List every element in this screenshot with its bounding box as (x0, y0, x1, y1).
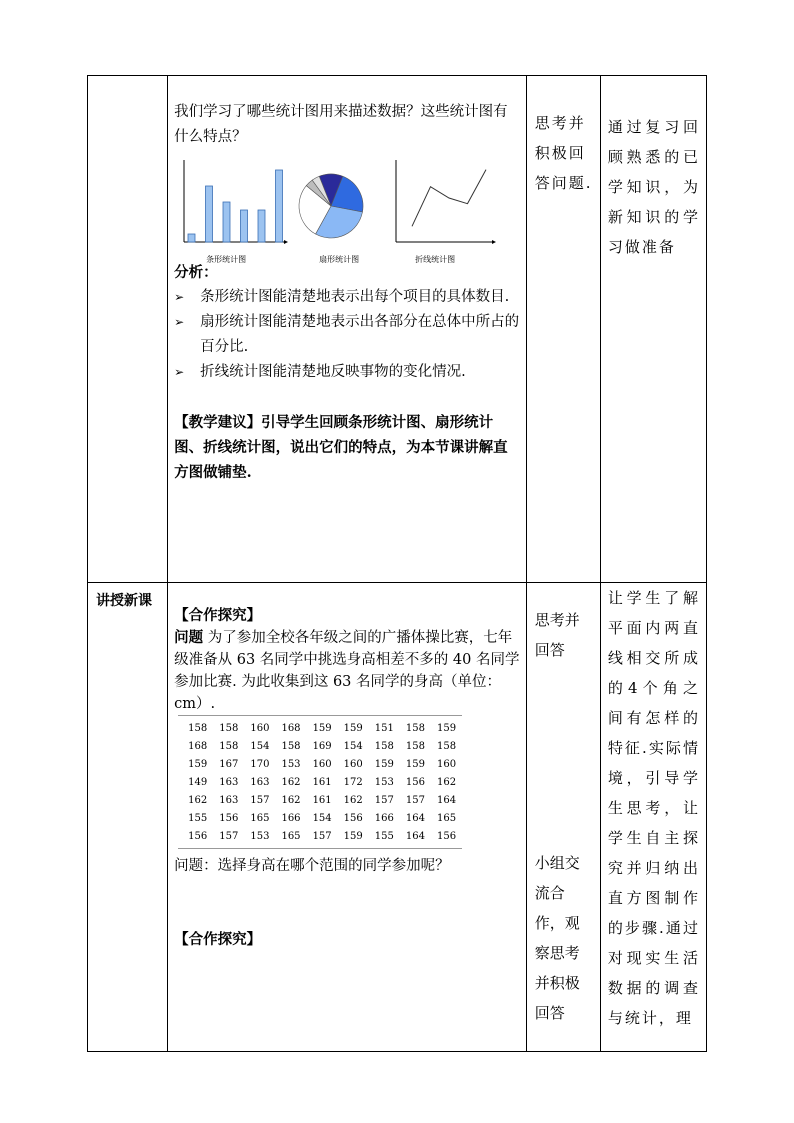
new-lesson-content-cell (168, 582, 527, 1051)
height-value: 160 (250, 722, 270, 734)
charts-svg (174, 156, 520, 258)
bar-mark (223, 202, 230, 242)
height-value: 158 (219, 740, 239, 752)
height-value: 159 (188, 758, 208, 770)
height-value: 159 (312, 722, 332, 734)
table-row (182, 828, 462, 846)
arrow-bullet-icon: ➢ (174, 290, 185, 304)
bullet-text: 扇形统计图能清楚地表示出各部分在总体中所占的百分比. (200, 314, 520, 355)
section-cell-empty (88, 76, 168, 583)
height-value: 160 (312, 758, 332, 770)
height-value: 159 (374, 758, 394, 770)
height-value: 157 (219, 830, 239, 842)
chart-examples (174, 156, 520, 264)
pie-chart-caption: 扇形统计图 (319, 255, 360, 264)
table-row (182, 810, 462, 828)
height-value: 158 (405, 740, 425, 752)
height-value: 163 (219, 776, 239, 788)
height-data-table (182, 720, 462, 846)
height-value: 158 (374, 740, 394, 752)
height-value: 153 (374, 776, 394, 788)
height-value: 163 (250, 776, 270, 788)
height-value: 154 (312, 812, 332, 824)
height-value: 157 (405, 794, 425, 806)
height-value: 166 (281, 812, 301, 824)
height-value: 156 (437, 830, 457, 842)
height-value: 156 (219, 812, 239, 824)
bar-x-arrow (284, 240, 288, 244)
bar-chart-caption: 条形统计图 (206, 255, 247, 264)
table-row (182, 720, 462, 738)
height-value: 167 (219, 758, 239, 770)
height-value: 157 (250, 794, 270, 806)
table-row (182, 792, 462, 810)
problem-label: 问题 (174, 628, 204, 646)
height-value: 158 (219, 722, 239, 734)
height-value: 159 (405, 758, 425, 770)
height-value: 157 (312, 830, 332, 842)
height-value: 165 (250, 812, 270, 824)
arrow-bullet-icon: ➢ (174, 315, 185, 329)
height-value: 154 (250, 740, 270, 752)
height-value: 164 (437, 794, 457, 806)
height-value: 149 (188, 776, 208, 788)
review-content-cell (168, 76, 527, 583)
bullet-text: 条形统计图能清楚地表示出每个项目的具体数目. (200, 289, 510, 305)
design-intent-cell-2 (600, 582, 706, 1051)
student-activity-text-2: 小组交流合作，观察思考并积极回答 (534, 853, 580, 1022)
bullet-text: 折线统计图能清楚地反映事物的变化情况. (200, 364, 466, 380)
review-question: 我们学习了哪些统计图用来描述数据？这些统计图有什么特点？ (174, 104, 508, 145)
bar-mark (188, 234, 195, 242)
bullet-item (174, 310, 520, 360)
height-table-wrap (178, 715, 462, 849)
height-value: 159 (343, 722, 363, 734)
question-2: 问题：选择身高在哪个范围的同学参加呢？ (174, 857, 450, 874)
bar-mark (241, 210, 248, 242)
height-value: 156 (405, 776, 425, 788)
height-value: 168 (281, 722, 301, 734)
table-row (182, 738, 462, 756)
cooperative-heading-2: 【合作探究】 (174, 930, 262, 948)
table-row (182, 756, 462, 774)
problem-paragraph (174, 627, 520, 715)
student-activity-text-1: 思考并回答 (534, 610, 580, 659)
problem-text: 为了参加全校各年级之间的广播体操比赛，七年级准备从 63 名同学中挑选身高相差不多的 40 名同学参加比赛. 为此收集到这 63 名同学的身高（单位：cm）. (174, 629, 520, 712)
student-activity-text: 思考并积极回答问题. (534, 114, 593, 192)
height-value: 172 (343, 776, 363, 788)
height-value: 156 (188, 830, 208, 842)
arrow-bullet-icon: ➢ (174, 365, 185, 379)
height-value: 164 (405, 812, 425, 824)
height-value: 161 (312, 776, 332, 788)
line-chart-caption: 折线统计图 (415, 255, 456, 264)
teaching-suggestion: 【教学建议】引导学生回顾条形统计图、扇形统计图、折线统计图，说出它们的特点，为本节课讲解直方图做铺垫. (174, 414, 508, 481)
height-value: 170 (250, 758, 270, 770)
cooperative-heading-1: 【合作探究】 (174, 606, 262, 624)
height-value: 155 (374, 830, 394, 842)
design-intent-text-2: 让学生了解平面内两直线相交所成的4个角之间有怎样的特征.实际情境，引导学生思考，让学生自主探究并归纳出直方图制作的步骤.通过对现实生活数据的调查与统计，理 (607, 588, 700, 1027)
height-value: 166 (374, 812, 394, 824)
height-value: 151 (374, 722, 394, 734)
design-intent-cell (600, 76, 706, 583)
line-x-arrow (492, 240, 496, 244)
height-value: 158 (405, 722, 425, 734)
design-intent-text: 通过复习回顾熟悉的已学知识，为新知识的学习做准备 (607, 118, 700, 256)
bar-mark (276, 170, 283, 242)
student-activity-cell (526, 76, 600, 583)
height-value: 165 (437, 812, 457, 824)
height-value: 160 (437, 758, 457, 770)
height-value: 161 (312, 794, 332, 806)
bar-mark (258, 210, 265, 242)
height-value: 153 (250, 830, 270, 842)
analysis-heading: 分析： (174, 264, 218, 281)
height-value: 158 (281, 740, 301, 752)
height-value: 158 (188, 722, 208, 734)
line-series (412, 170, 486, 227)
height-value: 155 (188, 812, 208, 824)
height-value: 162 (437, 776, 457, 788)
height-value: 163 (219, 794, 239, 806)
section-cell (88, 582, 168, 1051)
student-activity-cell-2 (526, 582, 600, 1051)
height-value: 165 (281, 830, 301, 842)
table-row (182, 774, 462, 792)
height-value: 162 (281, 794, 301, 806)
height-value: 158 (437, 740, 457, 752)
lesson-table (87, 75, 707, 1052)
bullet-item (174, 360, 520, 385)
height-value: 159 (343, 830, 363, 842)
height-value: 168 (188, 740, 208, 752)
height-value: 156 (343, 812, 363, 824)
height-value: 164 (405, 830, 425, 842)
bar-mark (206, 186, 213, 242)
height-value: 162 (281, 776, 301, 788)
height-value: 162 (343, 794, 363, 806)
height-value: 160 (343, 758, 363, 770)
height-value: 162 (188, 794, 208, 806)
height-value: 154 (343, 740, 363, 752)
height-value: 159 (437, 722, 457, 734)
section-label: 讲授新课 (96, 592, 152, 609)
height-value: 153 (281, 758, 301, 770)
height-value: 169 (312, 740, 332, 752)
height-value: 157 (374, 794, 394, 806)
bullet-item (174, 285, 520, 310)
